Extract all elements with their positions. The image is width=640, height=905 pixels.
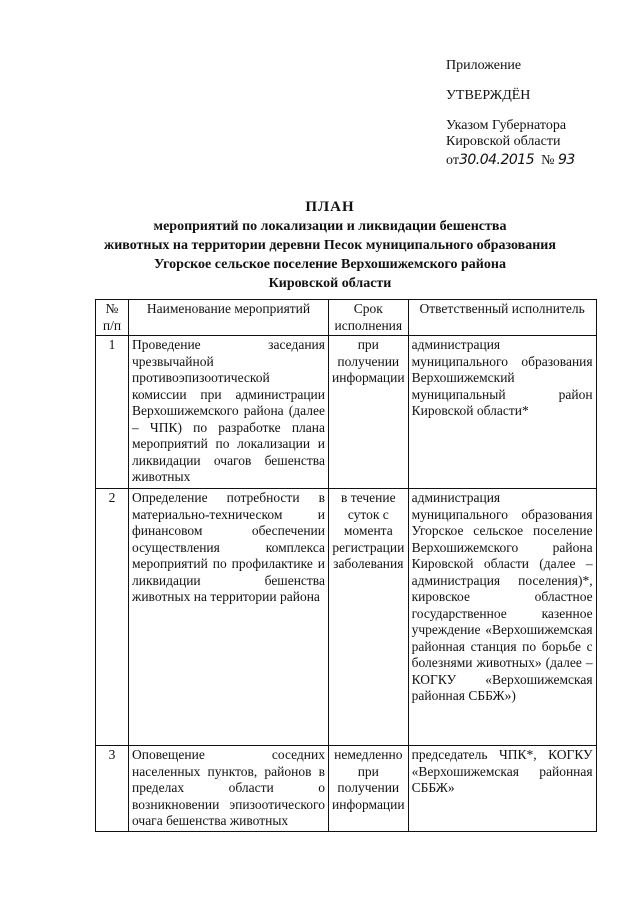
approved-label: УТВЕРЖДЁН bbox=[446, 88, 531, 103]
row-name: Проведение заседания чрезвычайной противоэпизоотической комиссии при администрации Верхошижемского района (далее – ЧПК) по разработке плана мероприятий по локализации и ликвидации очагов бешенства животных bbox=[129, 336, 329, 489]
decree-number: 93 bbox=[557, 152, 575, 168]
row-term: в течение суток с момента регистрации заболевания bbox=[329, 489, 409, 746]
header-term: Срок исполнения bbox=[329, 300, 409, 336]
row-responsible: администрация муниципального образования Угорское сельское поселение Верхошижемского района Кировской области (далее – администрация поселения)*, кировское областное государственное казенное учреждение «Верхошижемская районная станция по борьбе с болезнями животных» (далее – КОГКУ «Верхошижемская районная СББЖ») bbox=[408, 489, 596, 746]
header-num: № п/п bbox=[96, 300, 129, 336]
document-title bbox=[80, 198, 580, 293]
title-line-1: мероприятий по локализации и ликвидации бешенства bbox=[153, 219, 507, 234]
decree-date-number bbox=[446, 152, 626, 169]
decree-date: 30.04.2015 bbox=[458, 152, 535, 168]
row-term: немедленно при получении информации bbox=[329, 746, 409, 832]
from-label: от bbox=[446, 153, 459, 168]
row-responsible: администрация муниципального образования Верхошижемский муниципальный район Кировской области* bbox=[408, 336, 596, 489]
table-row bbox=[96, 489, 597, 746]
title-heading: ПЛАН bbox=[305, 199, 355, 215]
row-name: Оповещение соседних населенных пунктов, районов в пределах области о возникновении эпизоотического очага бешенства животных bbox=[129, 746, 329, 832]
table-row bbox=[96, 746, 597, 832]
header-name: Наименование мероприятий bbox=[129, 300, 329, 336]
approval-block bbox=[446, 58, 626, 169]
table-row bbox=[96, 336, 597, 489]
number-label: № bbox=[541, 153, 555, 168]
table-header-row bbox=[96, 300, 597, 336]
title-line-2: животных на территории деревни Песок муниципального образования bbox=[104, 238, 556, 253]
plan-table bbox=[95, 299, 597, 832]
title-line-3: Угорское сельское поселение Верхошижемского района bbox=[154, 257, 506, 272]
header-responsible: Ответственный исполнитель bbox=[408, 300, 596, 336]
row-num: 1 bbox=[96, 336, 129, 489]
decree-line-1: Указом Губернатора bbox=[446, 118, 567, 133]
decree-line-2: Кировской области bbox=[446, 134, 561, 149]
title-line-4: Кировской области bbox=[268, 276, 392, 291]
row-responsible: председатель ЧПК*, КОГКУ «Верхошижемская районная СББЖ» bbox=[408, 746, 596, 832]
row-num: 2 bbox=[96, 489, 129, 746]
row-name: Определение потребности в материально-техническом и финансовом обеспечении осуществления комплекса мероприятий по профилактике и ликвидации бешенства животных на территории района bbox=[129, 489, 329, 746]
row-term: при получении информации bbox=[329, 336, 409, 489]
row-num: 3 bbox=[96, 746, 129, 832]
appendix-label: Приложение bbox=[446, 58, 522, 73]
